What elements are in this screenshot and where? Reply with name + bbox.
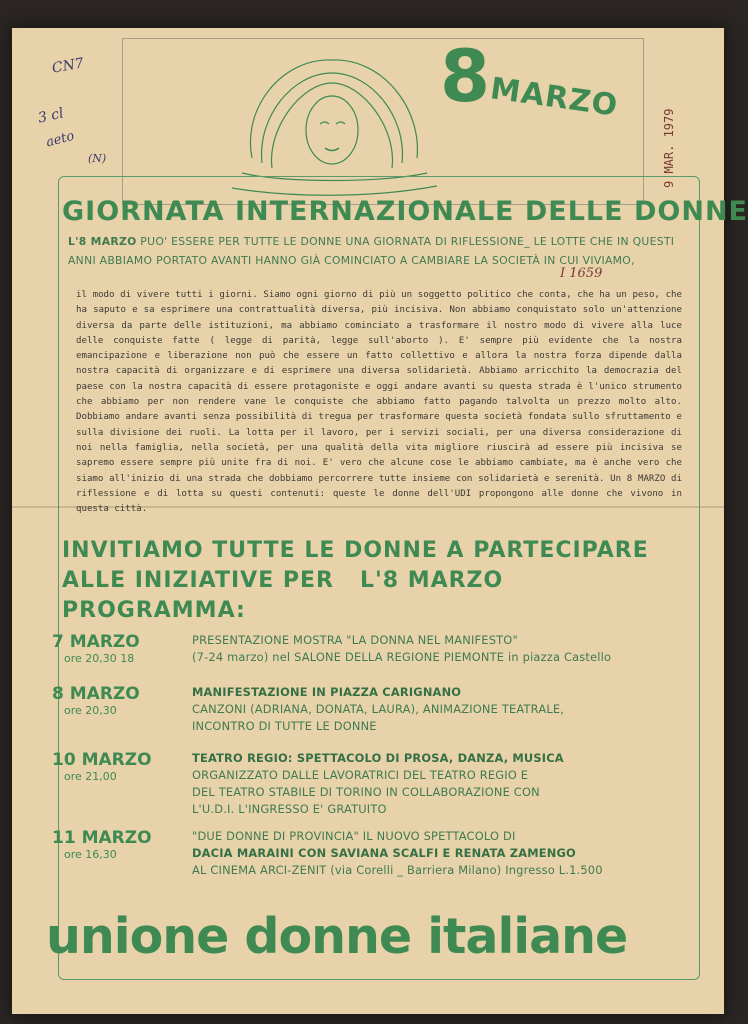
- program-date: 8 MARZO: [52, 684, 140, 704]
- title-number: 8: [440, 34, 491, 118]
- handwritten-note-2: 3 cl: [36, 105, 66, 127]
- program-line: TEATRO REGIO: SPETTACOLO DI PROSA, DANZA, MUSICA: [192, 751, 564, 765]
- program-line: DACIA MARAINI CON SAVIANA SCALFI E RENATA ZAMENGO: [192, 846, 576, 860]
- headline: GIORNATA INTERNAZIONALE DELLE DONNE: [62, 196, 748, 227]
- handwritten-note-3: aeto: [44, 128, 76, 151]
- invite-line-3: PROGRAMMA:: [62, 598, 246, 623]
- program-date: 11 MARZO: [52, 828, 152, 848]
- invite-line-1: INVITIAMO TUTTE LE DONNE A PARTECIPARE: [62, 538, 649, 563]
- invite-block: [62, 536, 702, 626]
- handwritten-note-1: CN7: [50, 55, 86, 77]
- title-month: MARZO: [488, 71, 621, 124]
- program-line: CANZONI (ADRIANA, DONATA, LAURA), ANIMAZIONE TEATRALE,: [192, 702, 565, 716]
- program-date: 10 MARZO: [52, 750, 152, 770]
- program-line: "DUE DONNE DI PROVINCIA" IL NUOVO SPETTACOLO DI: [192, 829, 516, 843]
- intro-text: PUO' ESSERE PER TUTTE LE DONNE UNA GIORNATA DI RIFLESSIONE_ LE LOTTE CHE IN QUESTI ANNI ABBIAMO PORTATO AVANTI HANNO GIÀ COMINCIATO A CAMBIARE LA SOCIETÀ IN CUI VIVIAMO,: [68, 235, 675, 267]
- program-line: L'U.D.I. L'INGRESSO E' GRATUITO: [192, 802, 387, 816]
- program-time: ore 20,30: [64, 704, 117, 717]
- body-paragraph: il modo di vivere tutti i giorni. Siamo ogni giorno di più un soggetto politico che conta, che ha un peso, che ha saputo e sa esprimere una contrattualità diversa, più incisiva. Non abbiamo conquistato solo un'attenzione diversa da parte delle istituzioni, ma abbiamo cominciato a trasformare il nostro modo di vivere alla luce delle conquiste fatte ( legge di parità, legge sull'aborto ). E' sempre più evidente che la nostra emancipazione e liberazione non può che essere un fatto collettivo e allora la nostra forza dipende dalla nostra capacità di organizzare e di esprimere una diversa solidarietà. Abbiamo arricchito la democrazia del paese con la nostra capacità di essere protagoniste e oggi andare avanti su questa strada è l'unico strumento che abbiamo per non rendere vane le conquiste che abbiamo fatto pagando talvolta un prezzo molto alto. Dobbiamo andare avanti senza possibilità di tregua per trasformare questa società fondata sullo sfruttamento e sulla divisione dei ruoli. La lotta per il lavoro, per i servizi sociali, per una diversa considerazione di noi nella famiglia, nella società, per una qualità della vita migliore riuscirà ad essere più incisiva se sapremo essere sempre più unite fra di noi. E' vero che alcune cose le abbiamo cambiate, ma è anche vero che siamo all'inizio di una strada che dobbiamo percorrere tutte insieme con solidarietà e serenità. Un 8 MARZO di riflessione e di lotta su questi contenuti: queste le donne dell'UDI propongono alle donne che vivono in questa città.: [76, 290, 682, 515]
- footer-organization: unione donne italiane: [46, 908, 628, 965]
- program-time: ore 21,00: [64, 770, 117, 783]
- date-stamp: 9 MAR. 1979: [662, 108, 676, 188]
- program-line: (7-24 marzo) nel SALONE DELLA REGIONE PIEMONTE in piazza Castello: [192, 650, 612, 664]
- poster-sheet: [12, 28, 748, 1014]
- program-line: PRESENTAZIONE MOSTRA "LA DONNA NEL MANIFESTO": [192, 633, 518, 647]
- reference-note: I 1659: [560, 266, 603, 281]
- program-time: ore 20,30 18: [64, 652, 135, 665]
- program-line: MANIFESTAZIONE IN PIAZZA CARIGNANO: [192, 685, 462, 699]
- handwritten-note-4: (N): [88, 152, 107, 165]
- program-line: DEL TEATRO STABILE DI TORINO IN COLLABORAZIONE CON: [192, 785, 540, 799]
- program-line: AL CINEMA ARCI-ZENIT (via Corelli _ Barriera Milano) Ingresso L.1.500: [192, 863, 603, 877]
- intro-lead: L'8 MARZO: [68, 235, 137, 248]
- program-line: INCONTRO DI TUTTE LE DONNE: [192, 719, 377, 733]
- invite-line-2: ALLE INIZIATIVE PER L'8 MARZO: [62, 568, 504, 593]
- program-line: ORGANIZZATO DALLE LAVORATRICI DEL TEATRO REGIO E: [192, 768, 529, 782]
- program-date: 7 MARZO: [52, 632, 140, 652]
- intro-paragraph: [68, 232, 686, 270]
- program-time: ore 16,30: [64, 848, 117, 861]
